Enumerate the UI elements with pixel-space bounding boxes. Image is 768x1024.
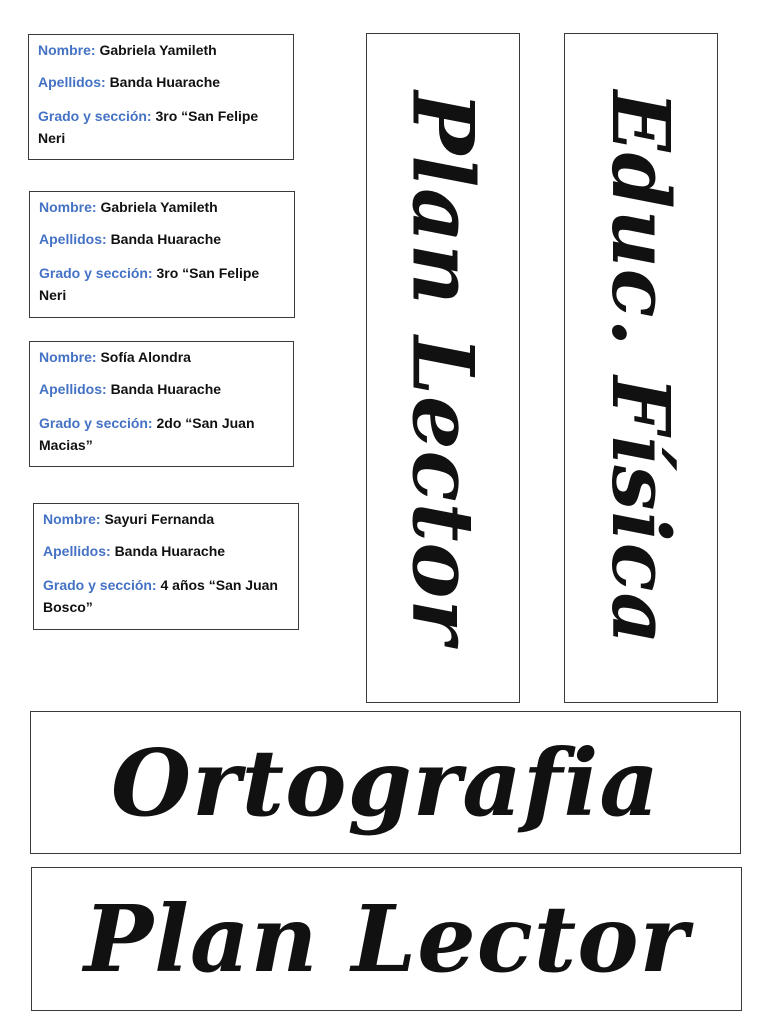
nombre-label: Nombre: <box>38 42 96 58</box>
apellidos-value: Banda Huarache <box>109 74 221 90</box>
grado-label: Grado y sección: <box>38 108 152 124</box>
nombre-value: Sofía Alondra <box>100 349 191 365</box>
vertical-text-wrap <box>594 91 688 646</box>
apellidos-label: Apellidos: <box>39 381 107 397</box>
vertical-text-wrap <box>394 91 493 645</box>
name-card-2 <box>29 191 295 318</box>
nombre-value: Gabriela Yamileth <box>99 42 217 58</box>
apellidos-label: Apellidos: <box>39 231 107 247</box>
apellidos-line <box>38 73 293 92</box>
apellidos-line <box>39 380 293 399</box>
educ-fisica-script-text: Educ. Física <box>594 90 688 646</box>
apellidos-line <box>43 542 298 561</box>
nombre-line <box>39 348 293 367</box>
horizontal-label-ortografia <box>30 711 741 854</box>
horizontal-text-wrap <box>32 884 741 994</box>
nombre-line <box>38 41 293 60</box>
apellidos-value: Banda Huarache <box>110 231 222 247</box>
grado-value: 4 años “San Juan Bosco” <box>43 577 278 615</box>
nombre-label: Nombre: <box>43 511 101 527</box>
horizontal-label-plan-lector <box>31 867 742 1011</box>
apellidos-value: Banda Huarache <box>114 543 226 559</box>
nombre-value: Gabriela Yamileth <box>100 199 218 215</box>
apellidos-value: Banda Huarache <box>110 381 222 397</box>
grado-value: 3ro “San Felipe Neri <box>38 108 259 146</box>
nombre-line <box>43 510 298 529</box>
apellidos-label: Apellidos: <box>43 543 111 559</box>
grado-line <box>39 412 279 456</box>
grado-line <box>38 105 288 149</box>
ortografia-script-text: Ortografia <box>110 728 661 837</box>
grado-line <box>39 262 289 306</box>
vertical-label-plan-lector <box>366 33 520 703</box>
apellidos-line <box>39 230 294 249</box>
grado-label: Grado y sección: <box>39 265 153 281</box>
name-card-1 <box>28 34 294 160</box>
nombre-line <box>39 198 294 217</box>
plan-lector-script-text: Plan Lector <box>393 91 493 645</box>
grado-label: Grado y sección: <box>43 577 157 593</box>
grado-value: 3ro “San Felipe Neri <box>39 265 260 303</box>
nombre-value: Sayuri Fernanda <box>104 511 215 527</box>
name-card-3 <box>29 341 294 467</box>
grado-line <box>43 574 283 618</box>
nombre-label: Nombre: <box>39 349 97 365</box>
apellidos-label: Apellidos: <box>38 74 106 90</box>
nombre-label: Nombre: <box>39 199 97 215</box>
horizontal-text-wrap <box>31 728 740 838</box>
vertical-label-educ-fisica <box>564 33 718 703</box>
name-card-4 <box>33 503 299 630</box>
plan-lector-horizontal-script-text: Plan Lector <box>83 885 690 993</box>
grado-value: 2do “San Juan Macias” <box>39 415 255 453</box>
grado-label: Grado y sección: <box>39 415 153 431</box>
